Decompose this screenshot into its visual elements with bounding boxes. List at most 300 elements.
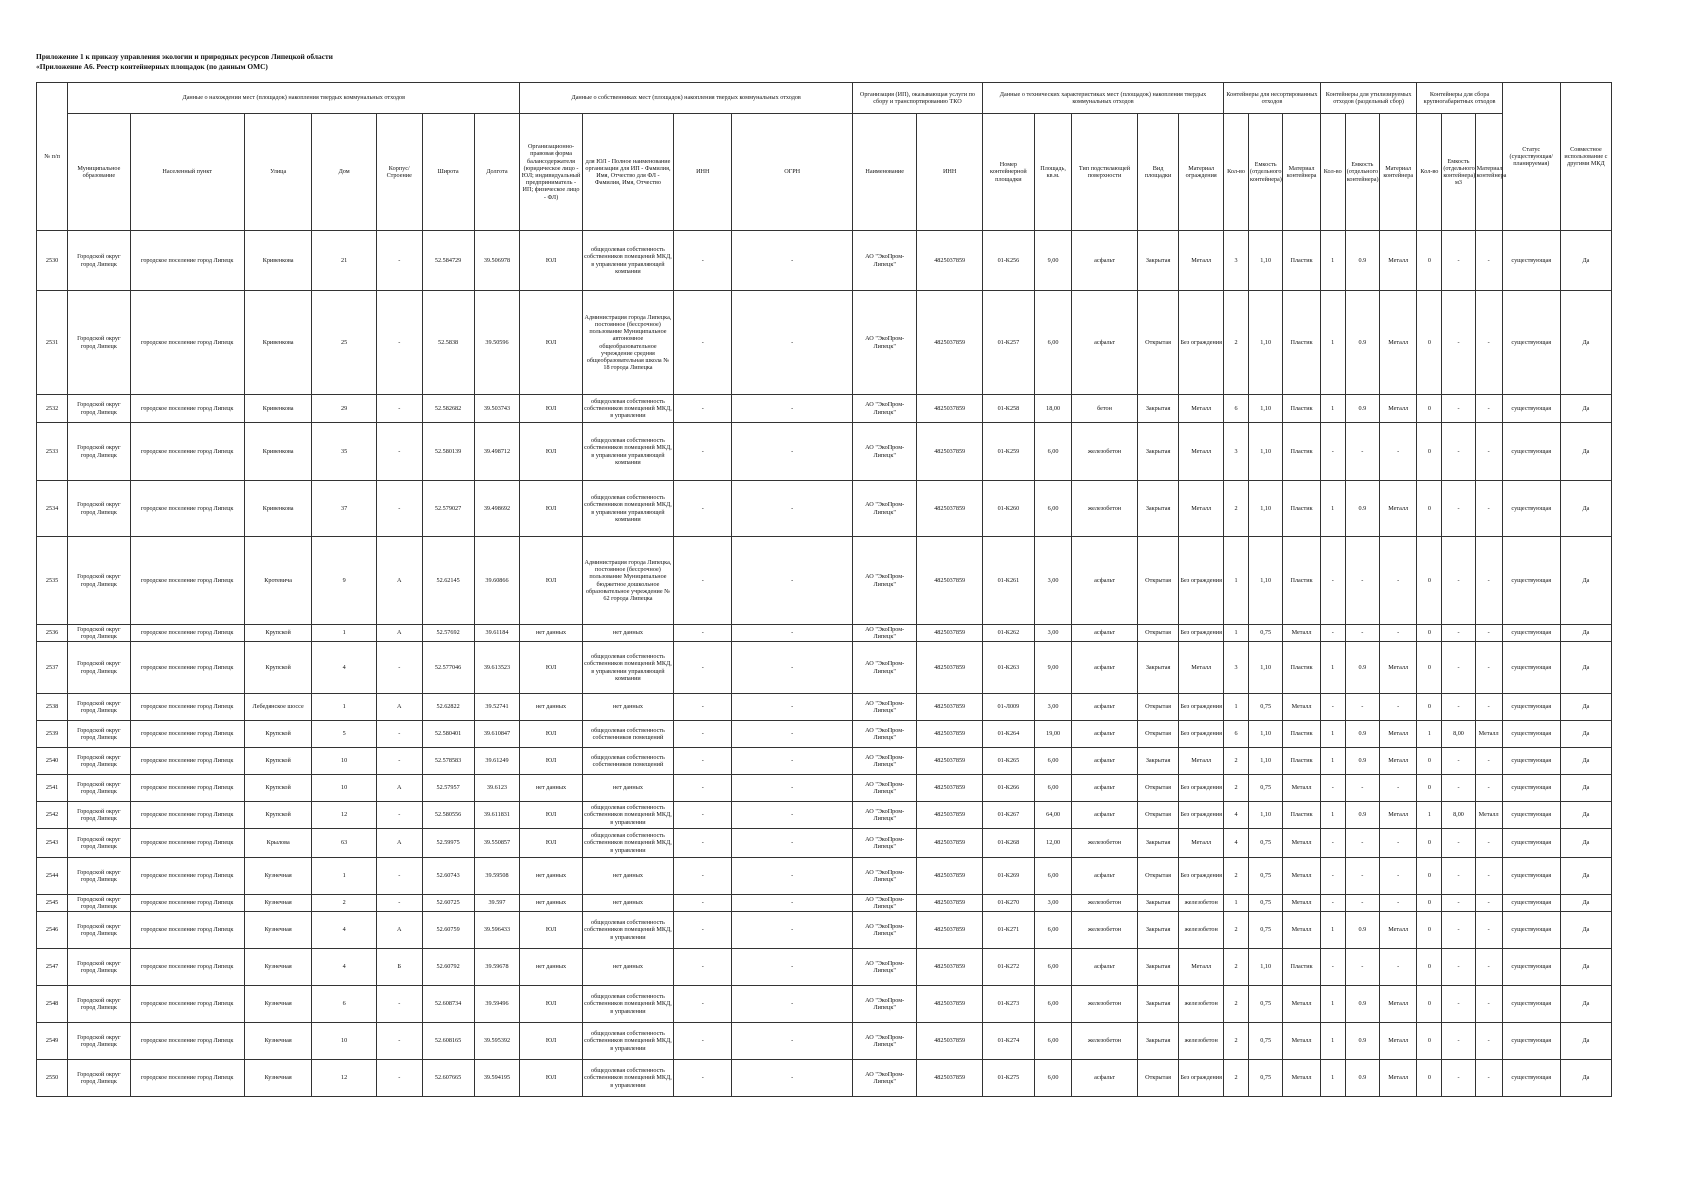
table-cell [130, 912, 244, 949]
cell-text: Металл [1291, 872, 1312, 880]
cell-text: - [701, 1037, 704, 1045]
table-cell [1475, 829, 1502, 858]
cell-text: 8,00 [1453, 730, 1464, 738]
table-cell [1345, 1023, 1379, 1060]
table-cell [244, 694, 312, 721]
table-cell [732, 748, 853, 775]
cell-text: нет данных [612, 899, 643, 907]
col-recyclable-qty: Кол-во [1320, 114, 1345, 231]
table-cell [732, 481, 853, 537]
table-cell [1224, 986, 1249, 1023]
cell-text: 52.578583 [434, 757, 462, 765]
cell-text: АО "ЭкоПром-Липецк" [865, 780, 905, 795]
table-cell [1345, 775, 1379, 802]
cell-text: 2544 [45, 872, 59, 880]
cell-text: - [398, 1000, 401, 1008]
table-cell [1283, 625, 1320, 642]
table-cell [732, 802, 853, 829]
table-cell [68, 694, 130, 721]
table-cell [1442, 625, 1475, 642]
cell-text: АО "ЭкоПром-Липецк" [865, 895, 905, 910]
table-cell [422, 986, 474, 1023]
table-cell [1224, 694, 1249, 721]
table-cell [1249, 802, 1283, 829]
cell-text: 19,00 [1046, 730, 1061, 738]
table-cell [130, 775, 244, 802]
table-cell [1442, 802, 1475, 829]
cell-text: - [1361, 576, 1364, 584]
cell-text: 4825037859 [934, 1037, 966, 1045]
table-cell [520, 802, 582, 829]
col-operator-inn: ИНН [917, 114, 983, 231]
cell-text: 0.9 [1358, 730, 1367, 738]
cell-text: - [1397, 872, 1400, 880]
table-cell [852, 829, 916, 858]
table-cell [1379, 986, 1416, 1023]
cell-text: существующая [1511, 899, 1552, 907]
table-cell [1560, 775, 1611, 802]
table-cell [1072, 748, 1137, 775]
cell-text: 52.57692 [436, 629, 460, 637]
cell-text: Кузнечная [264, 926, 292, 934]
table-cell [1249, 748, 1283, 775]
table-cell [1475, 912, 1502, 949]
cell-text: 4825037859 [934, 963, 966, 971]
table-cell [1442, 537, 1475, 625]
table-cell [244, 949, 312, 986]
cell-text: - [1457, 256, 1460, 264]
table-cell [37, 721, 68, 748]
cell-text: Закрытая [1145, 663, 1171, 671]
cell-text: 2 [1234, 784, 1238, 792]
cell-text: 39.594195 [483, 1074, 511, 1082]
cell-text: - [1457, 1037, 1460, 1045]
cell-text: ЮЛ [545, 447, 557, 455]
cell-text: - [1361, 784, 1364, 792]
cell-text: асфальт [1094, 629, 1115, 637]
cell-text: ЮЛ [545, 811, 557, 819]
cell-text: 52.60725 [436, 899, 460, 907]
cell-text: 52.580139 [434, 447, 462, 455]
cell-text: 4825037859 [934, 338, 966, 346]
table-cell [732, 1023, 853, 1060]
table-cell [312, 1023, 376, 1060]
table-cell [852, 986, 916, 1023]
cell-text: Открытая [1145, 629, 1171, 637]
cell-text: АО "ЭкоПром-Липецк" [865, 335, 905, 350]
cell-text: ЮЛ [545, 576, 557, 584]
table-row [37, 231, 1612, 291]
cell-text: общедолевая собственность собственников помещений МКД, в управлении управляющей компании [584, 437, 672, 466]
cell-text: 6,00 [1047, 926, 1059, 934]
cell-text: общедолевая собственность собственников помещений МКД, в управлении управляющей компании [584, 653, 672, 682]
table-cell [1034, 694, 1071, 721]
cell-text: АО "ЭкоПром-Липецк" [865, 959, 905, 974]
cell-text: существующая [1511, 839, 1552, 847]
cell-text: городское поселение город Липецк [140, 338, 234, 346]
cell-text: 39.59508 [485, 872, 509, 880]
cell-text: 0 [1427, 504, 1431, 512]
cell-text: - [1457, 338, 1460, 346]
cell-text: 01-К269 [997, 872, 1020, 880]
cell-text: общедолевая собственность собственников помещений [591, 726, 665, 741]
table-cell [520, 721, 582, 748]
cell-text: 0 [1427, 872, 1431, 880]
cell-text: 4 [342, 926, 346, 934]
cell-text: 0 [1427, 576, 1431, 584]
cell-text: 29 [341, 404, 348, 412]
cell-text: 39.597 [488, 899, 506, 907]
cell-text: 0 [1427, 629, 1431, 637]
cell-text: АО "ЭкоПром-Липецк" [865, 807, 905, 822]
table-cell [1502, 775, 1560, 802]
table-cell [1442, 775, 1475, 802]
table-cell [244, 858, 312, 895]
table-cell [917, 986, 983, 1023]
cell-text: Открытая [1145, 730, 1171, 738]
cell-text: 4825037859 [934, 757, 966, 765]
cell-text: 6,00 [1047, 1074, 1059, 1082]
cell-text: Закрытая [1145, 839, 1171, 847]
cell-text: - [791, 703, 794, 711]
table-cell [244, 395, 312, 423]
group-bulky: Контейнеры для сбора крупногабаритных отходов [1417, 83, 1502, 114]
table-cell [422, 895, 474, 912]
table-cell [1502, 231, 1560, 291]
cell-text: 52.608734 [434, 1000, 462, 1008]
cell-text: Металл [1388, 1000, 1409, 1008]
table-cell [520, 748, 582, 775]
cell-text: 21 [341, 256, 348, 264]
table-cell [1475, 1060, 1502, 1097]
col-surface: Тип подстилающей поверхности [1072, 114, 1137, 231]
cell-text: 2536 [45, 629, 59, 637]
table-cell [244, 895, 312, 912]
table-cell [130, 537, 244, 625]
table-cell [312, 721, 376, 748]
col-lat: Широта [422, 114, 474, 231]
table-row [37, 802, 1612, 829]
table-cell [244, 802, 312, 829]
cell-text: 2537 [45, 663, 59, 671]
col-num: № п/п [37, 83, 68, 231]
cell-text: 0,75 [1260, 703, 1272, 711]
cell-text: 01-К262 [997, 629, 1020, 637]
cell-text: железобетон [1087, 899, 1122, 907]
cell-text: 0 [1427, 963, 1431, 971]
table-cell [68, 748, 130, 775]
cell-text: 1 [1234, 703, 1238, 711]
cell-text: - [791, 730, 794, 738]
cell-text: - [1397, 703, 1400, 711]
table-cell [1224, 291, 1249, 395]
table-cell [1320, 1023, 1345, 1060]
cell-text: 52.607665 [434, 1074, 462, 1082]
cell-text: - [701, 447, 704, 455]
cell-text: Закрытая [1145, 963, 1171, 971]
table-cell [1475, 231, 1502, 291]
table-cell [1249, 721, 1283, 748]
cell-text: - [1331, 784, 1334, 792]
cell-text: нет данных [612, 963, 643, 971]
table-cell [422, 829, 474, 858]
cell-text: Городской округ город Липецк [77, 895, 121, 910]
cell-text: нет данных [612, 872, 643, 880]
table-cell [1379, 423, 1416, 481]
cell-text: асфальт [1094, 872, 1115, 880]
table-cell [1320, 537, 1345, 625]
cell-text: 6 [1234, 404, 1238, 412]
col-street: Улица [244, 114, 312, 231]
cell-text: существующая [1511, 757, 1552, 765]
cell-text: - [1397, 963, 1400, 971]
cell-text: Металл [1388, 663, 1409, 671]
table-cell [674, 642, 732, 694]
col-unsorted-material: Материал контейнера [1283, 114, 1320, 231]
cell-text: 01-К265 [997, 757, 1020, 765]
cell-text: Открытая [1145, 576, 1171, 584]
table-cell [1345, 912, 1379, 949]
cell-text: - [1457, 447, 1460, 455]
cell-text: Да [1582, 338, 1590, 346]
table-cell [37, 895, 68, 912]
table-cell [1072, 912, 1137, 949]
table-cell [1320, 721, 1345, 748]
cell-text: Закрытая [1145, 1000, 1171, 1008]
table-cell [917, 694, 983, 721]
table-cell [1283, 829, 1320, 858]
cell-text: ЮЛ [545, 730, 557, 738]
cell-text: общедолевая собственность собственников помещений МКД, в управлении [584, 397, 672, 420]
table-cell [917, 895, 983, 912]
cell-text: 1,10 [1260, 504, 1272, 512]
table-cell [520, 625, 582, 642]
table-cell [1379, 949, 1416, 986]
table-cell [422, 537, 474, 625]
cell-text: - [791, 1074, 794, 1082]
table-cell [1345, 802, 1379, 829]
cell-text: - [1487, 663, 1490, 671]
table-cell [376, 291, 422, 395]
table-cell [852, 775, 916, 802]
cell-text: АО "ЭкоПром-Липецк" [865, 625, 905, 640]
cell-text: 39.506978 [483, 256, 511, 264]
cell-text: АО "ЭкоПром-Липецк" [865, 660, 905, 675]
cell-text: городское поселение город Липецк [140, 730, 234, 738]
cell-text: существующая [1511, 338, 1552, 346]
table-cell [1475, 395, 1502, 423]
cell-text: Закрытая [1145, 757, 1171, 765]
table-cell [422, 395, 474, 423]
table-cell [917, 481, 983, 537]
cell-text: Крупской [265, 629, 291, 637]
cell-text: 4 [1234, 839, 1238, 847]
table-cell [520, 858, 582, 895]
table-cell [1475, 1023, 1502, 1060]
table-cell [37, 694, 68, 721]
table-cell [376, 912, 422, 949]
table-cell [1249, 986, 1283, 1023]
table-cell [982, 1060, 1034, 1097]
cell-text: 01-Л009 [997, 703, 1020, 711]
table-cell [732, 694, 853, 721]
table-cell [130, 395, 244, 423]
table-cell [1072, 986, 1137, 1023]
cell-text: общедолевая собственность собственников помещений МКД, в управлении [584, 919, 672, 941]
table-cell [1442, 423, 1475, 481]
cell-text: 1 [1331, 730, 1335, 738]
cell-text: 0.9 [1358, 663, 1367, 671]
cell-text: - [701, 1000, 704, 1008]
cell-text: 2 [1234, 872, 1238, 880]
cell-text: - [701, 757, 704, 765]
cell-text: - [1397, 899, 1400, 907]
cell-text: Металл [1191, 757, 1212, 765]
table-cell [1417, 481, 1442, 537]
table-cell [1502, 1023, 1560, 1060]
table-cell [130, 895, 244, 912]
cell-text: 1,10 [1260, 757, 1272, 765]
table-row [37, 748, 1612, 775]
table-cell [1417, 802, 1442, 829]
table-cell [1179, 625, 1224, 642]
table-cell [474, 748, 520, 775]
table-cell [917, 912, 983, 949]
cell-text: - [791, 899, 794, 907]
cell-text: 4825037859 [934, 872, 966, 880]
cell-text: общедолевая собственность собственников помещений МКД, в управлении управляющей компании [584, 494, 672, 523]
table-cell [1072, 423, 1137, 481]
cell-text: 52.62145 [436, 576, 460, 584]
table-cell [1249, 481, 1283, 537]
cell-text: железобетон [1087, 1037, 1122, 1045]
table-cell [1249, 829, 1283, 858]
table-cell [1417, 829, 1442, 858]
table-cell [852, 231, 916, 291]
cell-text: Металл [1291, 1074, 1312, 1082]
cell-text: - [791, 504, 794, 512]
cell-text: 39.61249 [485, 757, 509, 765]
cell-text: Да [1582, 1037, 1590, 1045]
col-recyclable-capacity: Емкость (отдельного контейнера) [1345, 114, 1379, 231]
cell-text: асфальт [1094, 338, 1115, 346]
table-cell [852, 858, 916, 895]
cell-text: - [1331, 872, 1334, 880]
cell-text: 52.60792 [436, 963, 460, 971]
cell-text: - [1331, 447, 1334, 455]
table-cell [1224, 829, 1249, 858]
cell-text: 52.580556 [434, 811, 462, 819]
table-cell [1320, 829, 1345, 858]
table-cell [1417, 775, 1442, 802]
cell-text: - [791, 256, 794, 264]
cell-text: Металл [1291, 926, 1312, 934]
cell-text: железобетон [1087, 839, 1122, 847]
table-cell [1475, 537, 1502, 625]
table-cell [1137, 1060, 1179, 1097]
cell-text: 2 [342, 899, 346, 907]
cell-text: общедолевая собственность собственников помещений МКД, в управлении управляющей компании [584, 246, 672, 275]
table-cell [1379, 231, 1416, 291]
cell-text: 2530 [45, 256, 59, 264]
table-cell [376, 748, 422, 775]
cell-text: Закрытая [1145, 404, 1171, 412]
cell-text: Без ограждения [1180, 730, 1222, 738]
cell-text: Городской округ город Липецк [77, 444, 121, 459]
table-cell [474, 481, 520, 537]
cell-text: Без ограждения [1180, 872, 1222, 880]
cell-text: ЮЛ [545, 404, 557, 412]
cell-text: 2542 [45, 811, 59, 819]
table-cell [312, 748, 376, 775]
cell-text: городское поселение город Липецк [140, 811, 234, 819]
cell-text: городское поселение город Липецк [140, 926, 234, 934]
cell-text: 4 [342, 663, 346, 671]
cell-text: 1 [1427, 730, 1431, 738]
cell-text: 4825037859 [934, 899, 966, 907]
table-cell [1379, 858, 1416, 895]
cell-text: 6,00 [1047, 338, 1059, 346]
cell-text: - [701, 730, 704, 738]
table-cell [68, 895, 130, 912]
table-cell [1345, 231, 1379, 291]
cell-text: Да [1582, 629, 1590, 637]
cell-text: 52.5838 [438, 338, 459, 346]
table-row [37, 986, 1612, 1023]
table-cell [1249, 949, 1283, 986]
cell-text: 2534 [45, 504, 59, 512]
table-cell [1442, 481, 1475, 537]
table-cell [852, 537, 916, 625]
table-cell [376, 395, 422, 423]
cell-text: 4 [1234, 811, 1238, 819]
table-cell [474, 423, 520, 481]
table-cell [1417, 895, 1442, 912]
cell-text: 1 [1331, 757, 1335, 765]
table-cell [732, 858, 853, 895]
cell-text: 2538 [45, 703, 59, 711]
cell-text: Без ограждения [1180, 629, 1222, 637]
cell-text: 52.579027 [434, 504, 462, 512]
table-cell [422, 481, 474, 537]
table-cell [1034, 231, 1071, 291]
table-cell [1560, 395, 1611, 423]
table-cell [1249, 912, 1283, 949]
cell-text: нет данных [612, 784, 643, 792]
table-cell [312, 802, 376, 829]
cell-text: 2 [1234, 757, 1238, 765]
cell-text: Б [397, 963, 401, 971]
table-cell [68, 829, 130, 858]
table-cell [732, 721, 853, 748]
table-cell [982, 481, 1034, 537]
table-cell [982, 395, 1034, 423]
table-cell [1475, 858, 1502, 895]
table-cell [582, 802, 673, 829]
table-cell [312, 858, 376, 895]
cell-text: АО "ЭкоПром-Липецк" [865, 922, 905, 937]
cell-text: - [1487, 504, 1490, 512]
table-cell [1320, 748, 1345, 775]
cell-text: - [791, 1037, 794, 1045]
table-cell [1283, 231, 1320, 291]
table-cell [130, 423, 244, 481]
cell-text: 0,75 [1260, 1074, 1272, 1082]
table-cell [674, 721, 732, 748]
cell-text: городское поселение город Липецк [140, 404, 234, 412]
table-cell [244, 1060, 312, 1097]
cell-text: Металл [1191, 839, 1212, 847]
